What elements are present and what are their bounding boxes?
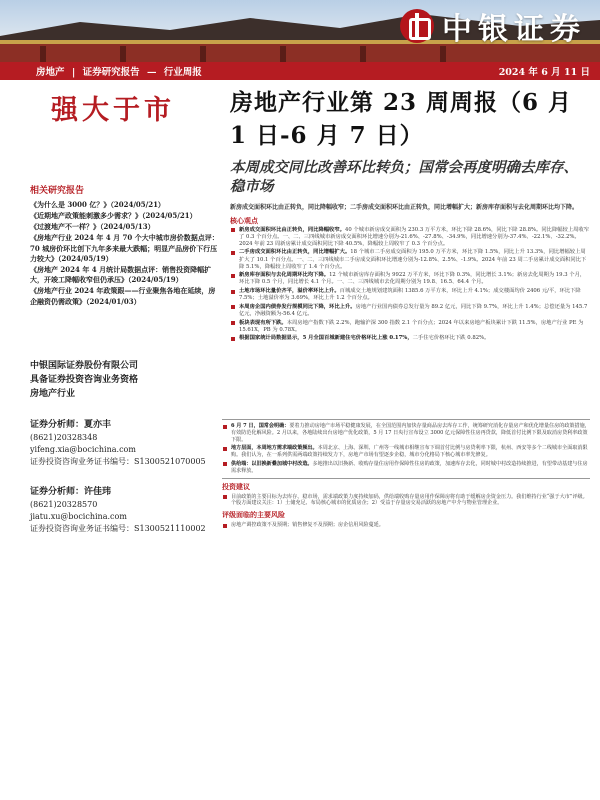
list-item	[222, 445, 590, 459]
investment-advice-text	[222, 494, 590, 508]
breadcrumb-item: 行业周报	[163, 67, 202, 78]
bullet-lead: 二手房成交面积环比由正转负，同比增幅扩大。	[239, 249, 351, 256]
bullet-text: 本周房地产指数下跌 2.2%，跑输沪深 300 指数 2.1 个百分点；2024 年以来房地产板块累计下跌 11.5%，房地产行业 PE 为 15.61X，PB 为 0.78X。	[239, 319, 584, 333]
bullet-lead: 根据国家统计局数据显示，5 月全国百城新建住宅价格环比上涨 0.17%，	[239, 335, 413, 342]
analyst-cert: 证券投资咨询业务证书编号：S1300521110002	[30, 523, 206, 533]
main-content	[230, 86, 590, 344]
bullet-text: 房地产调控政策不及预期；销售修复不及预期；房企信用风险蔓延。	[231, 522, 384, 529]
report-title: 房地产行业第 23 周周报（6 月 1 日-6 月 7 日）	[230, 89, 573, 149]
analyst-phone: (8621)20328348	[30, 432, 98, 442]
bullet-text: 本周北京、上海、深圳、广州等一线城市相继宣布下调首付比例与房贷利率下限，杭州、西安等多个二线城市全面取消限购。我们认为，在一系列供需两端政策持续发力下，房地产市场有望逐步企稳，城市分化格局下核心城市率先修复。	[231, 445, 588, 459]
risk-heading: 评级面临的主要风险	[222, 510, 285, 520]
organization-block	[30, 359, 220, 401]
bullet-lead: 土地市场环比量价齐平，溢价率环比上升。	[239, 288, 340, 295]
industry-rating: 强大于市	[51, 95, 175, 126]
bullet-lead: 地方层面，本周地方需求端政策频出。	[231, 445, 318, 452]
bullet-text: 房地产行业国内债券总发行量为 89.2 亿元，同比下降 9.7%，环比上升 1.4%；总偿还量为 145.7 亿元，净融资额为-56.4 亿元。	[239, 303, 588, 317]
risk-text	[222, 522, 590, 529]
bullet-text: 百城成交土地规划建筑面积 1385.6 万平方米，环比上升 4.1%；成交楼面均价 2406 元/平，环比下降 7.5%；土地溢价率为 3.69%，环比上升 1.2 个百分点。	[239, 288, 581, 302]
investment-advice-heading: 投资建议	[222, 481, 250, 491]
related-report-item[interactable]: 《近期地产政策能刺激多少需求？》（2024/05/21）	[30, 211, 197, 221]
related-report-item[interactable]: 《房地产行业 2024 年 4 月 70 个大中城市房价数据点评：70 城房价环比创下九年多来最大跌幅；明显产品房价下行压力较大》（2024/05/19）	[30, 233, 219, 263]
core-views-heading: 核心观点	[230, 215, 258, 225]
bullet-text: 12 个城市新房库存面积为 9922 万平方米，环比下降 0.3%，同比增长 3.1%；新房去化周期为 19.3 个月，环比下降 0.5 个月，同比增长 4.1 个月。一、二、三四线城市去化周期分别为 19.8、16.5、64.4 个月。	[239, 272, 586, 286]
related-reports-heading: 相关研究报告	[30, 186, 85, 196]
breadcrumb-item: 证券研究报告	[82, 67, 140, 78]
bullet-lead: 6 月 7 日，国常会明确：	[231, 423, 290, 429]
list-item	[230, 335, 590, 342]
bullet-text: 二手住宅价格环比下跌 0.82%。	[412, 335, 490, 342]
list-item	[230, 304, 590, 318]
brand-name: 中银证券	[442, 12, 586, 47]
bullet-lead: 新房库存面积与去化周期环比均下降。	[239, 272, 330, 279]
core-views-list	[230, 227, 590, 343]
analyst-block	[30, 486, 220, 535]
org-sector: 房地产行业	[30, 388, 76, 399]
bullet-text: 要着力推动房地产市场平稳健康发展，在全国范围内加快存量商品房去库存工作，统筹研究消化存量房产和优化增量住房的政策措施，有效防范化解风险。2 月以来，各地陆续出台房地产优化政策，5 月 17 日央行宣布设立 3000 亿元保障性住房再贷款，降低首付比例下限及取消房贷利率政策下限。	[231, 423, 590, 443]
related-report-item[interactable]: 《为什么是 3000 亿？》（2024/05/21）	[30, 200, 165, 210]
list-item	[230, 272, 590, 286]
header-banner	[0, 0, 600, 62]
bullet-text: 目前政策的主要目标为去库存、稳市场，需求端政策力度持续加码，供给端收购存量房用作保障房将有助于缓解房企资金压力。我们维持行业“强于大市”评级。个股方面建议关注：1）土储充足、布局核心城市的优质房企；2）受益于存量房交易活跃的房地产中介与物业管理企业。	[231, 493, 588, 507]
bullet-text: 多地推出以旧换新、收购存量住房用作保障性住房的政策，加速库存去化，同时城中村改造持续推进，有望带动基建与住房需求释放。	[231, 460, 588, 474]
bullet-lead: 板块表现有所下跌。	[239, 319, 287, 326]
bullet-text: 40 个城市新房成交面积为 230.3 万平方米，环比下降 28.6%，同比下降 28.8%。同比降幅较上周收窄了 0.3 个百分点。一、二、三四线城市新房成交面积环比增速分别为-21.6%、-27.8%、-34.9%，同比增速分别为-37.4%、-22.1%、-32.2%。2024 年前 23 周新房累计成交面积同比下降 40.5%，降幅较上周收窄了 0.3 个百分点。	[239, 226, 590, 247]
policy-section	[222, 416, 590, 531]
list-item	[230, 320, 590, 334]
category-breadcrumb	[36, 64, 206, 78]
report-subtitle: 本周成交同比改善环比转负；国常会再度明确去库存、稳市场	[230, 159, 578, 195]
breadcrumb-separator: |	[71, 67, 76, 78]
list-item	[222, 423, 590, 444]
analyst-email[interactable]: yifeng.xia@bocichina.com	[30, 444, 136, 454]
breadcrumb-item: 房地产	[36, 67, 65, 78]
analyst-block	[30, 419, 220, 468]
bullet-lead: 供给端：以旧换新叠加城中村改造。	[231, 460, 313, 467]
analyst-cert: 证券投资咨询业务证书编号：S1300521070005	[30, 456, 206, 466]
bullet-lead: 本周房企国内债券发行规模同比下降，环比上升。	[239, 303, 356, 310]
related-report-item[interactable]: 《房地产行业 2024 年政策跟——行业聚焦各地在延续，房企融资仍需政策》（2024/01/03）	[30, 286, 216, 306]
related-report-item[interactable]: 《过渡地产不一样？》（2024/05/13）	[30, 222, 155, 232]
list-item	[230, 227, 590, 248]
related-report-item[interactable]: 《房地产 2024 年 4 月统计局数据点评：销售投资降幅扩大，开竣工降幅收窄但仍承压》（2024/05/19）	[30, 264, 212, 285]
breadcrumb-separator: —	[146, 67, 157, 78]
section-divider	[222, 478, 590, 479]
analyst-phone: (8621)20328570	[30, 499, 98, 509]
bullet-text: 18 个城市二手房成交面积为 195.0 万平方米，环比下降 1.5%，同比上升 13.3%，同比增幅较上周扩大了 10.1 个百分点。一、二、三四线城市二手房成交面积环比增速分别为-12.8%、2.5%、-1.9%。2024 年前 23 周二手房累计成交面积同比下降 5.1%，降幅较上周收窄了 1.4 个百分点。	[239, 249, 587, 270]
left-sidebar	[30, 186, 220, 535]
org-name: 中银国际证券股份有限公司	[30, 360, 139, 371]
bullet-lead: 新房成交面积环比由正转负，同比降幅收窄。	[239, 226, 345, 233]
report-category-bar	[0, 62, 600, 80]
org-qualification: 具备证券投资咨询业务资格	[30, 374, 139, 385]
analyst-name: 证券分析师：许佳玮	[30, 486, 112, 497]
brand-logo	[400, 4, 586, 48]
list-item	[230, 249, 590, 270]
report-summary: 新房成交面积环比由正转负，同比降幅收窄；二手房成交面积环比由正转负，同比增幅扩大；新房库存面积与去化周期环比均下降。	[230, 204, 579, 211]
report-date: 2024 年 6 月 11 日	[498, 67, 590, 78]
analyst-email[interactable]: jiatu.xu@bocichina.com	[30, 511, 127, 521]
analyst-name: 证券分析师：夏亦丰	[30, 419, 112, 430]
list-item	[230, 288, 590, 302]
list-item	[222, 461, 590, 475]
section-divider	[222, 419, 590, 420]
bank-logo-icon	[400, 9, 434, 43]
